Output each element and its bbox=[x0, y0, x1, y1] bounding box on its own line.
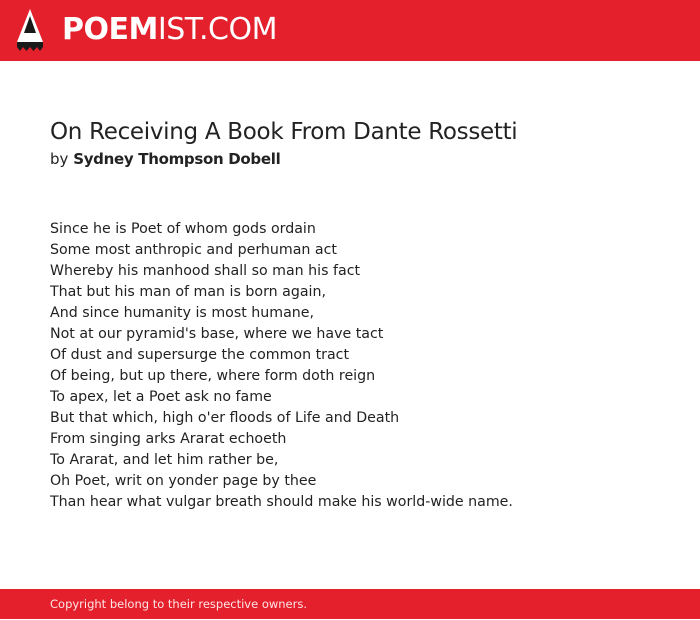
copyright-text: Copyright belong to their respective owners. bbox=[50, 597, 308, 611]
by-label: by bbox=[50, 150, 69, 168]
author-name: Sydney Thompson Dobell bbox=[73, 150, 281, 168]
site-header bbox=[0, 0, 700, 61]
poem-line: Not at our pyramid's base, where we have tact bbox=[50, 326, 384, 342]
poem-line: But that which, high o'er floods of Life and Death bbox=[50, 410, 400, 426]
poem-title: On Receiving A Book From Dante Rossetti bbox=[50, 119, 518, 145]
pencil-logo-icon[interactable] bbox=[17, 9, 43, 51]
poem-line: To apex, let a Poet ask no fame bbox=[50, 389, 272, 405]
poem-line: Than hear what vulgar breath should make his world-wide name. bbox=[50, 494, 513, 510]
poem-line: Of being, but up there, where form doth reign bbox=[50, 368, 376, 384]
poem-line: From singing arks Ararat echoeth bbox=[50, 431, 287, 447]
poem-line: Whereby his manhood shall so man his fact bbox=[50, 263, 361, 279]
site-logo[interactable] bbox=[62, 11, 277, 49]
byline bbox=[50, 148, 670, 170]
poem-line: Oh Poet, writ on yonder page by thee bbox=[50, 473, 317, 489]
poem-line: Some most anthropic and perhuman act bbox=[50, 242, 337, 258]
poem-line: Of dust and supersurge the common tract bbox=[50, 347, 350, 363]
poem-line: Since he is Poet of whom gods ordain bbox=[50, 221, 316, 237]
poem-line: That but his man of man is born again, bbox=[50, 284, 326, 300]
poem-body bbox=[50, 219, 680, 513]
poem-line: To Ararat, and let him rather be, bbox=[50, 452, 279, 468]
poem-line: And since humanity is most humane, bbox=[50, 305, 315, 321]
poem-header bbox=[50, 116, 670, 170]
logo-light-text: IST.COM bbox=[157, 12, 277, 47]
site-footer bbox=[0, 589, 700, 619]
logo-bold-text: POEM bbox=[62, 12, 158, 47]
